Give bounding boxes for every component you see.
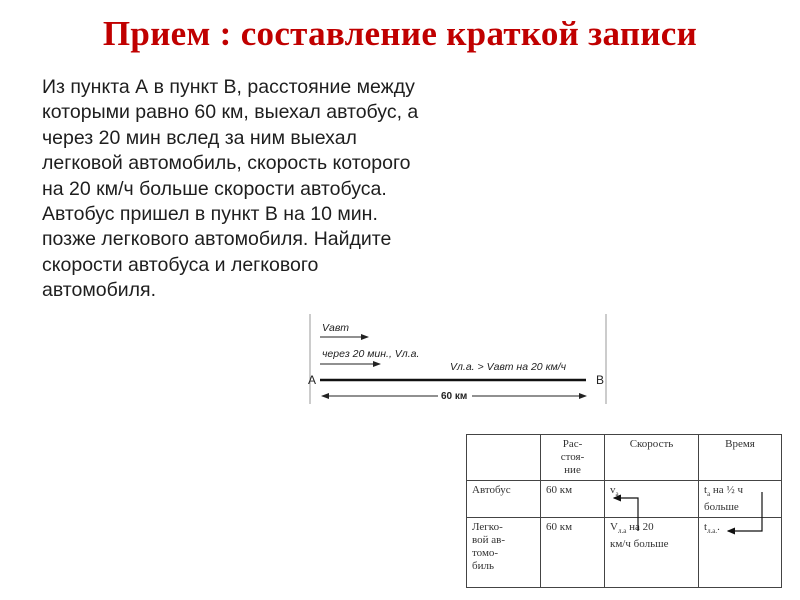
point-b-label: B [596, 373, 605, 387]
point-a-label: A [308, 373, 317, 387]
header-time: Время [699, 435, 782, 481]
motion-diagram [300, 310, 610, 406]
row-time: $t_а$ на ½ ч больше [699, 481, 782, 518]
problem-line: Автобус пришел в пункт В на 10 мин. [42, 203, 378, 226]
bus-speed-label: Vавт [322, 322, 349, 334]
row-speed: $v_{а,}$ [605, 481, 699, 518]
header-speed: Скорость [605, 435, 699, 481]
row-distance: 60 км [541, 518, 605, 588]
problem-line: через 20 мин вслед за ним выехал [42, 126, 357, 149]
summary-table-wrap [466, 434, 800, 588]
problem-line: автомобиля. [42, 279, 157, 302]
table-row [467, 518, 782, 588]
table-header-row [467, 435, 782, 481]
header-distance: Рас- стоя- ние [541, 435, 605, 481]
problem-line: легковой автомобиль, скорость которого [42, 152, 411, 175]
row-speed: $V_{л.а}$ на 20 км/ч больше [605, 518, 699, 588]
problem-line: скорости автобуса и легкового [42, 253, 319, 276]
car-speed-label: через 20 мин., Vл.а. [322, 348, 420, 360]
speed-relation-label: Vл.а. > Vавт на 20 км/ч [450, 361, 567, 373]
row-time: $t_{л.а.}$. [699, 518, 782, 588]
summary-table [466, 434, 782, 588]
problem-line: позже легкового автомобиля. Найдите [42, 228, 392, 251]
distance-label: 60 км [441, 391, 468, 402]
row-name: Легко- вой ав- томо- биль [467, 518, 541, 588]
problem-line: которыми равно 60 км, выехал автобус, а [42, 101, 419, 124]
row-distance: 60 км [541, 481, 605, 518]
table-row [467, 481, 782, 518]
problem-text [42, 75, 462, 304]
row-name: Автобус [467, 481, 541, 518]
problem-line: на 20 км/ч больше скорости автобуса. [42, 177, 387, 200]
problem-line: Из пункта А в пункт В, расстояние между [42, 76, 415, 98]
header-empty [467, 435, 541, 481]
slide-title: Прием : составление краткой записи [102, 14, 698, 53]
